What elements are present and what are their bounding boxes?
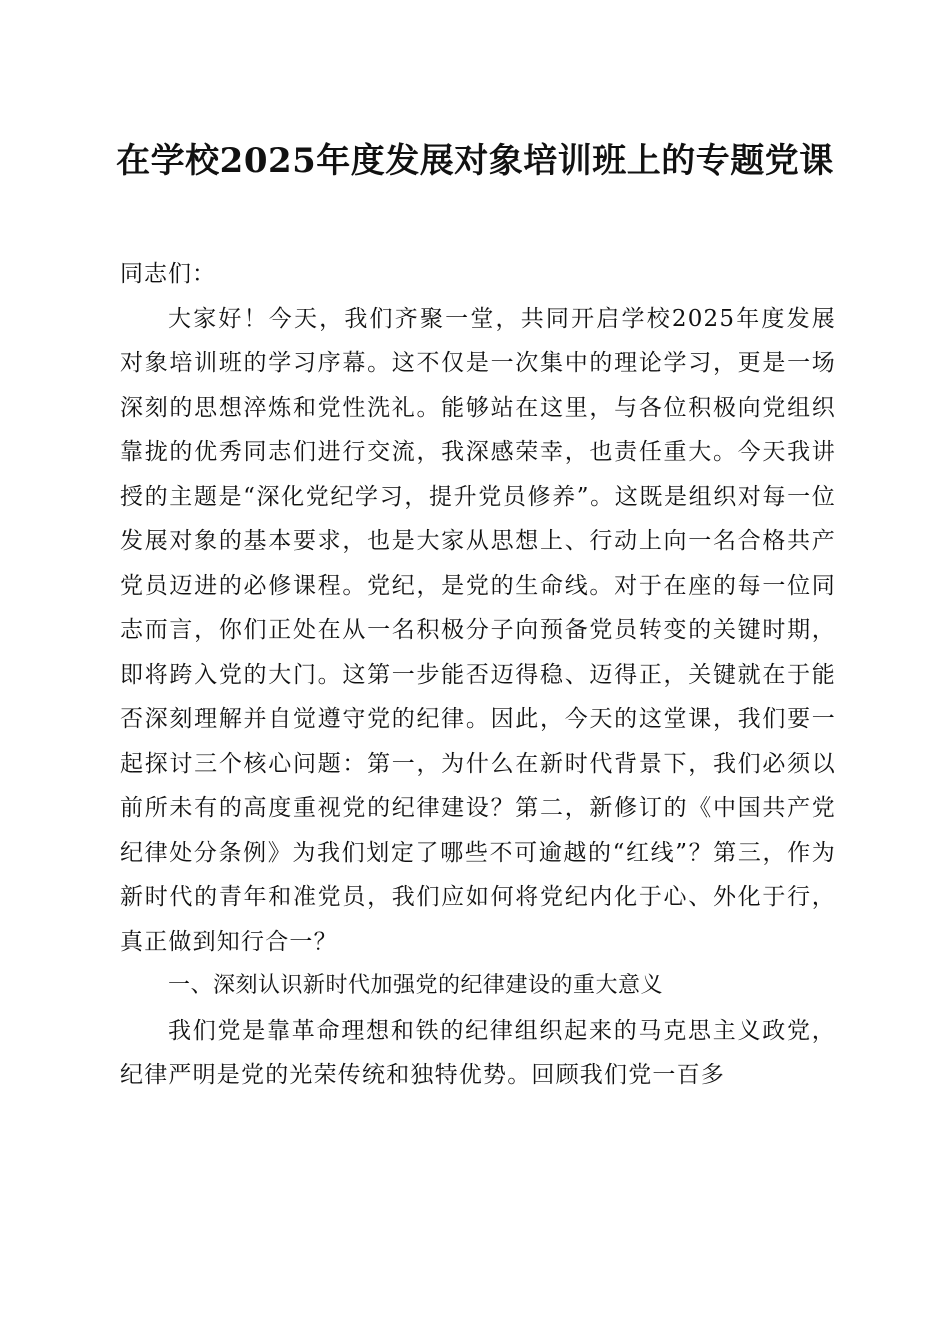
section-paragraph: 我们党是靠革命理想和铁的纪律组织起来的马克思主义政党，纪律严明是党的光荣传统和独特优势。回顾我们党一百多 [120,1017,836,1088]
salutation: 同志们： [120,261,216,287]
section-heading: 一、深刻认识新时代加强党的纪律建设的重大意义 [168,973,664,998]
document-title: 在学校2025年度发展对象培训班上的专题党课 [116,141,834,181]
document-body [120,252,836,1098]
opening-paragraph: 大家好！今天，我们齐聚一堂，共同开启学校2025年度发展对象培训班的学习序幕。这不仅是一次集中的理论学习，更是一场深刻的思想淬炼和党性洗礼。能够站在这里，与各位积极向党组织靠拢的优秀同志们进行交流，我深感荣幸，也责任重大。今天我讲授的主题是“深化党纪学习，提升党员修养”。这既是组织对每一位发展对象的基本要求，也是大家从思想上、行动上向一名合格共产党员迈进的必修课程。党纪，是党的生命线。对于在座的每一位同志而言，你们正处在从一名积极分子向预备党员转变的关键时期，即将跨入党的大门。这第一步能否迈得稳、迈得正，关键就在于能否深刻理解并自觉遵守党的纪律。因此，今天的这堂课，我们要一起探讨三个核心问题：第一，为什么在新时代背景下，我们必须以前所未有的高度重视党的纪律建设？第二，新修订的《中国共产党纪律处分条例》为我们划定了哪些不可逾越的“红线”？第三，作为新时代的青年和准党员，我们应如何将党纪内化于心、外化于行，真正做到知行合一？ [120,305,836,955]
